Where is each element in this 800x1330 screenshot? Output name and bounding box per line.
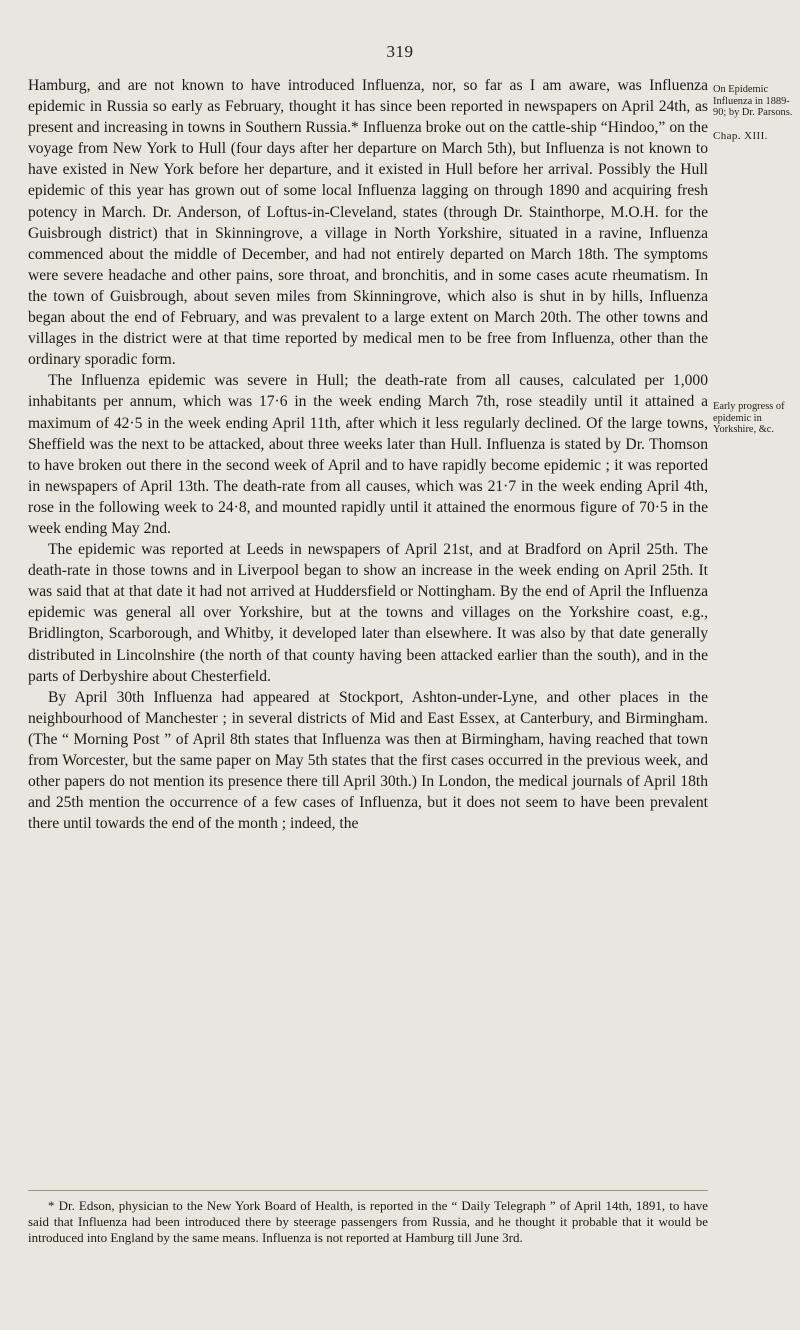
margin-note-early-progress: Early progress of epidemic in Yorkshire, &c.: [713, 401, 785, 435]
main-text: [28, 75, 708, 834]
footnote-divider: [28, 1190, 708, 1191]
paragraph-2: The Influenza epidemic was severe in Hull; the death-rate from all causes, calculated per 1,000 inhabitants per annum, which was 17·6 in the week ending March 7th, rose steadily until it attained a maximum of 42·5 in the week ending April 11th, after which it less regularly declined. Of the large towns, Sheffield was the next to be attacked, about three weeks later than Hull. Influenza is stated by Dr. Thomson to have broken out there in the second week of April and to have rapidly become epidemic ; it was reported in newspapers of April 13th. The death-rate from all causes, which was 21·7 in the week ending April 4th, rose in the following week to 24·8, and mounted rapidly until it attained the enormous figure of 70·5 in the week ending May 2nd.: [28, 372, 708, 537]
paragraph-1: Hamburg, and are not known to have introduced Influenza, nor, so far as I am aware, was Influenza epidemic in Russia so early as February, thought it has since been reported in newspapers on April 24th, as present and increasing in towns in Southern Russia.* Influenza broke out on the cattle-ship “Hindoo,” on the voyage from New York to Hull (four days after her departure on March 5th), but Influenza is not known to have existed in New York before her departure, and it existed in Hull before her arrival. Possibly the Hull epidemic of this year has grown out of some local Influenza lagging on through 1890 and acquiring fresh potency in March. Dr. Anderson, of Loftus-in-Cleveland, states (through Dr. Stainthorpe, M.O.H. for the Guisbrough district) that in Skinningrove, a village in North Yorkshire, situated in a ravine, Influenza commenced about the middle of December, and had not entirely departed on March 18th. The symptoms were severe headache and other pains, sore throat, and bronchitis, and in some cases acute rheumatism. In the town of Guisbrough, about seven miles from Skinningrove, which also is shut in by hills, Influenza began about the end of February, and was prevalent to a large extent on March 20th. The other towns and villages in the district were at that time reported by medical men to be free from Influenza, other than the ordinary sporadic form.: [28, 77, 708, 369]
paragraph-4: By April 30th Influenza had appeared at Stockport, Ashton-under-Lyne, and other places in the neighbourhood of Manchester ; in several districts of Mid and East Essex, at Canterbury, and Birmingham. (The “ Morning Post ” of April 8th states that Influenza was then at Birmingham, having reached that town from Worcester, but the same paper on May 5th states that the first cases occurred in the previous week, and other papers do not mention its presence there till April 30th.) In London, the medical journals of April 18th and 25th mention the occurrence of a few cases of Influenza, but it does not seem to have been prevalent there until towards the end of the month ; indeed, the: [28, 688, 708, 833]
margin-note-text: On Epidemic Influenza in 1889-90; by Dr. Parsons.: [713, 84, 793, 118]
chapter-label: Chap. XIII.: [713, 129, 768, 142]
page-number: 319: [386, 42, 414, 61]
paragraph-3: The epidemic was reported at Leeds in newspapers of April 21st, and at Bradford on April 25th. The death-rate in those towns and in Liverpool began to show an increase in the week ending on April 25th. It was said that at that date it had not arrived at Huddersfield or Nottingham. By the end of April the Influenza epidemic was general all over Yorkshire, but at the towns and villages on the Yorkshire coast, e.g., Bridlington, Scarborough, and Whitby, it developed later than elsewhere. It was also by that date generally distributed in Lincolnshire (the north of that county having been attacked earlier than the south), and in the parts of Derbyshire about Chesterfield.: [28, 541, 708, 685]
margin-note-title: [713, 84, 797, 142]
footnote: * Dr. Edson, physician to the New York Board of Health, is reported in the “ Daily Telegraph ” of April 14th, 1891, to have said that Influenza had been introduced there by steerage passengers from Russia, and he thought it probable that it would be introduced into England by the same means. Influenza is not reported at Hamburg till June 3rd.: [28, 1198, 708, 1246]
